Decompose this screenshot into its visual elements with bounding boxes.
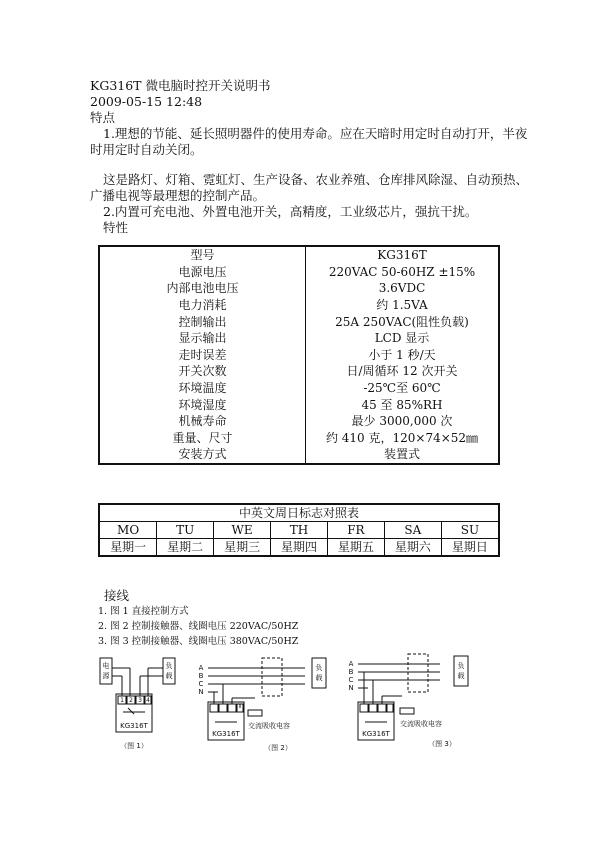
spec-value: 220VAC 50-60HZ ±15% (328, 264, 476, 279)
spec-value: 3.6VDC (378, 281, 426, 296)
spec-row (99, 446, 499, 464)
fig1-caption: （图 1） (120, 742, 148, 750)
fig1-device-label: KG316T (120, 722, 148, 730)
spec-label: 安装方式 (99, 446, 306, 464)
spec-label: 开关次数 (99, 363, 306, 380)
fig2-phase-n: N (198, 688, 204, 696)
contactor-2 (262, 658, 282, 696)
weekday-en-cell: SU (441, 522, 499, 539)
features-heading: 特点 (90, 110, 116, 125)
spec-value: KG316T (377, 248, 427, 263)
spec-value: 约 1.5VA (376, 298, 428, 313)
wiring-item-3: 3. 图 3 控制接触器、线圈电压 380VAC/50HZ (98, 636, 299, 647)
fig2-phase-a: A (198, 664, 204, 672)
fig3-contactor-label: 交流吸收电容 (400, 720, 442, 728)
usage-line-1: 这是路灯、灯箱、霓虹灯、生产设备、农业养殖、仓库排风除湿、自动预热、 (103, 172, 529, 187)
weekday-cn-cell: 星期日 (441, 539, 499, 557)
fig2-load-char-1: 负 (315, 664, 323, 672)
usage-line-2: 广播电视等最理想的控制产品。 (90, 188, 266, 203)
spec-row (99, 280, 499, 297)
spec-row (99, 380, 499, 397)
doc-datetime: 2009-05-15 12:48 (90, 94, 203, 109)
spec-value: -25℃至 60℃ (363, 381, 441, 396)
wiring-heading: 接线 (104, 588, 130, 603)
fig3-phase-c: C (348, 676, 354, 684)
weekday-cn-cell: 星期六 (384, 539, 441, 557)
weekday-cn-cell: 星期四 (271, 539, 328, 557)
spec-label: 电源电压 (99, 264, 306, 281)
spec-label: 控制输出 (99, 313, 306, 330)
fig1-power-char-1: 电 (102, 662, 110, 670)
weekday-en-cell: TU (157, 522, 214, 539)
fig1-term-3: 3 (138, 697, 142, 704)
weekday-en-cell: WE (214, 522, 271, 539)
fig2-caption: （图 2） (264, 744, 292, 752)
spec-label: 电力消耗 (99, 297, 306, 314)
spec-value: LCD 显示 (374, 331, 430, 346)
spec-label: 环境温度 (99, 380, 306, 397)
spec-value: 45 至 85%RH (361, 397, 443, 412)
fig3-phase-b: B (348, 668, 354, 676)
spec-label: 走时误差 (99, 347, 306, 364)
spec-label: 机械寿命 (99, 413, 306, 430)
weekday-en-cell: SA (384, 522, 441, 539)
fig3-load-char-2: 载 (457, 672, 465, 680)
spec-value: 小于 1 秒/天 (368, 347, 436, 362)
specs-heading: 特性 (103, 220, 129, 235)
fig2-contactor-label: 交流吸收电容 (248, 722, 290, 730)
wiring-item-2: 2. 图 2 控制接触器、线圈电压 220VAC/50HZ (98, 621, 299, 632)
spec-row (99, 363, 499, 380)
spec-value: 日/周循环 12 次开关 (346, 364, 458, 379)
spec-row (99, 246, 499, 264)
spec-label: 重量、尺寸 (99, 430, 306, 447)
wiring-item-1: 1. 图 1 直接控制方式 (98, 606, 189, 617)
spec-value: 装置式 (383, 447, 420, 462)
figure-1-diagram (100, 658, 175, 732)
fig2-device-label: KG316T (212, 730, 240, 738)
feature-1-line-2: 时用定时自动关闭。 (90, 142, 203, 157)
weekday-cn-cell: 星期二 (157, 539, 214, 557)
spec-row (99, 396, 499, 413)
spec-row (99, 430, 499, 447)
spec-label: 内部电池电压 (99, 280, 306, 297)
fig3-caption: （图 3） (428, 740, 456, 748)
doc-title: KG316T 微电脑时控开关说明书 (90, 78, 271, 93)
fig1-term-4: 4 (146, 697, 150, 704)
feature-1-line-1: 1.理想的节能、延长照明器件的使用寿命。应在天暗时用定时自动打开，半夜 (103, 126, 528, 141)
spec-label: 型号 (99, 246, 306, 264)
contactor-3 (408, 654, 428, 692)
fig1-term-1: 1 (120, 697, 124, 704)
weekday-table (98, 503, 500, 557)
fig2-phase-b: B (198, 672, 204, 680)
spec-row (99, 313, 499, 330)
spec-value: 约 410 克，120×74×52㎜ (325, 430, 479, 445)
fig3-load-char-1: 负 (457, 662, 465, 670)
spec-row (99, 347, 499, 364)
load-box-2 (312, 658, 326, 688)
feature-2: 2.内置可充电池、外置电池开关，高精度，工业级芯片，强抗干扰。 (103, 204, 478, 219)
spec-label: 显示输出 (99, 330, 306, 347)
spec-label: 环境湿度 (99, 396, 306, 413)
spec-row (99, 413, 499, 430)
spec-value: 最少 3000,000 次 (351, 414, 453, 429)
weekday-en-cell: MO (99, 522, 157, 539)
weekday-cn-cell: 星期五 (327, 539, 384, 557)
spec-value: 25A 250VAC(阻性负载) (335, 314, 469, 329)
spec-row (99, 297, 499, 314)
load-box-3 (454, 656, 468, 686)
spec-table (98, 245, 500, 465)
wiring-diagrams (90, 650, 490, 760)
fig3-device-label: KG316T (362, 730, 390, 738)
weekday-en-cell: TH (271, 522, 328, 539)
spec-row (99, 330, 499, 347)
fig1-term-2: 2 (129, 697, 133, 704)
fig3-phase-a: A (348, 660, 354, 668)
weekday-cn-cell: 星期一 (99, 539, 157, 557)
spec-row (99, 264, 499, 281)
fig2-phase-c: C (198, 680, 204, 688)
weekday-table-title: 中英文周日标志对照表 (99, 504, 499, 522)
fig2-load-char-2: 载 (315, 674, 323, 682)
weekday-cn-cell: 星期三 (214, 539, 271, 557)
fig1-load-char-1: 负 (165, 662, 173, 670)
weekday-en-cell: FR (327, 522, 384, 539)
fig3-phase-n: N (348, 684, 354, 692)
fig1-load-char-2: 载 (165, 672, 173, 680)
fig1-power-char-2: 源 (102, 672, 110, 680)
